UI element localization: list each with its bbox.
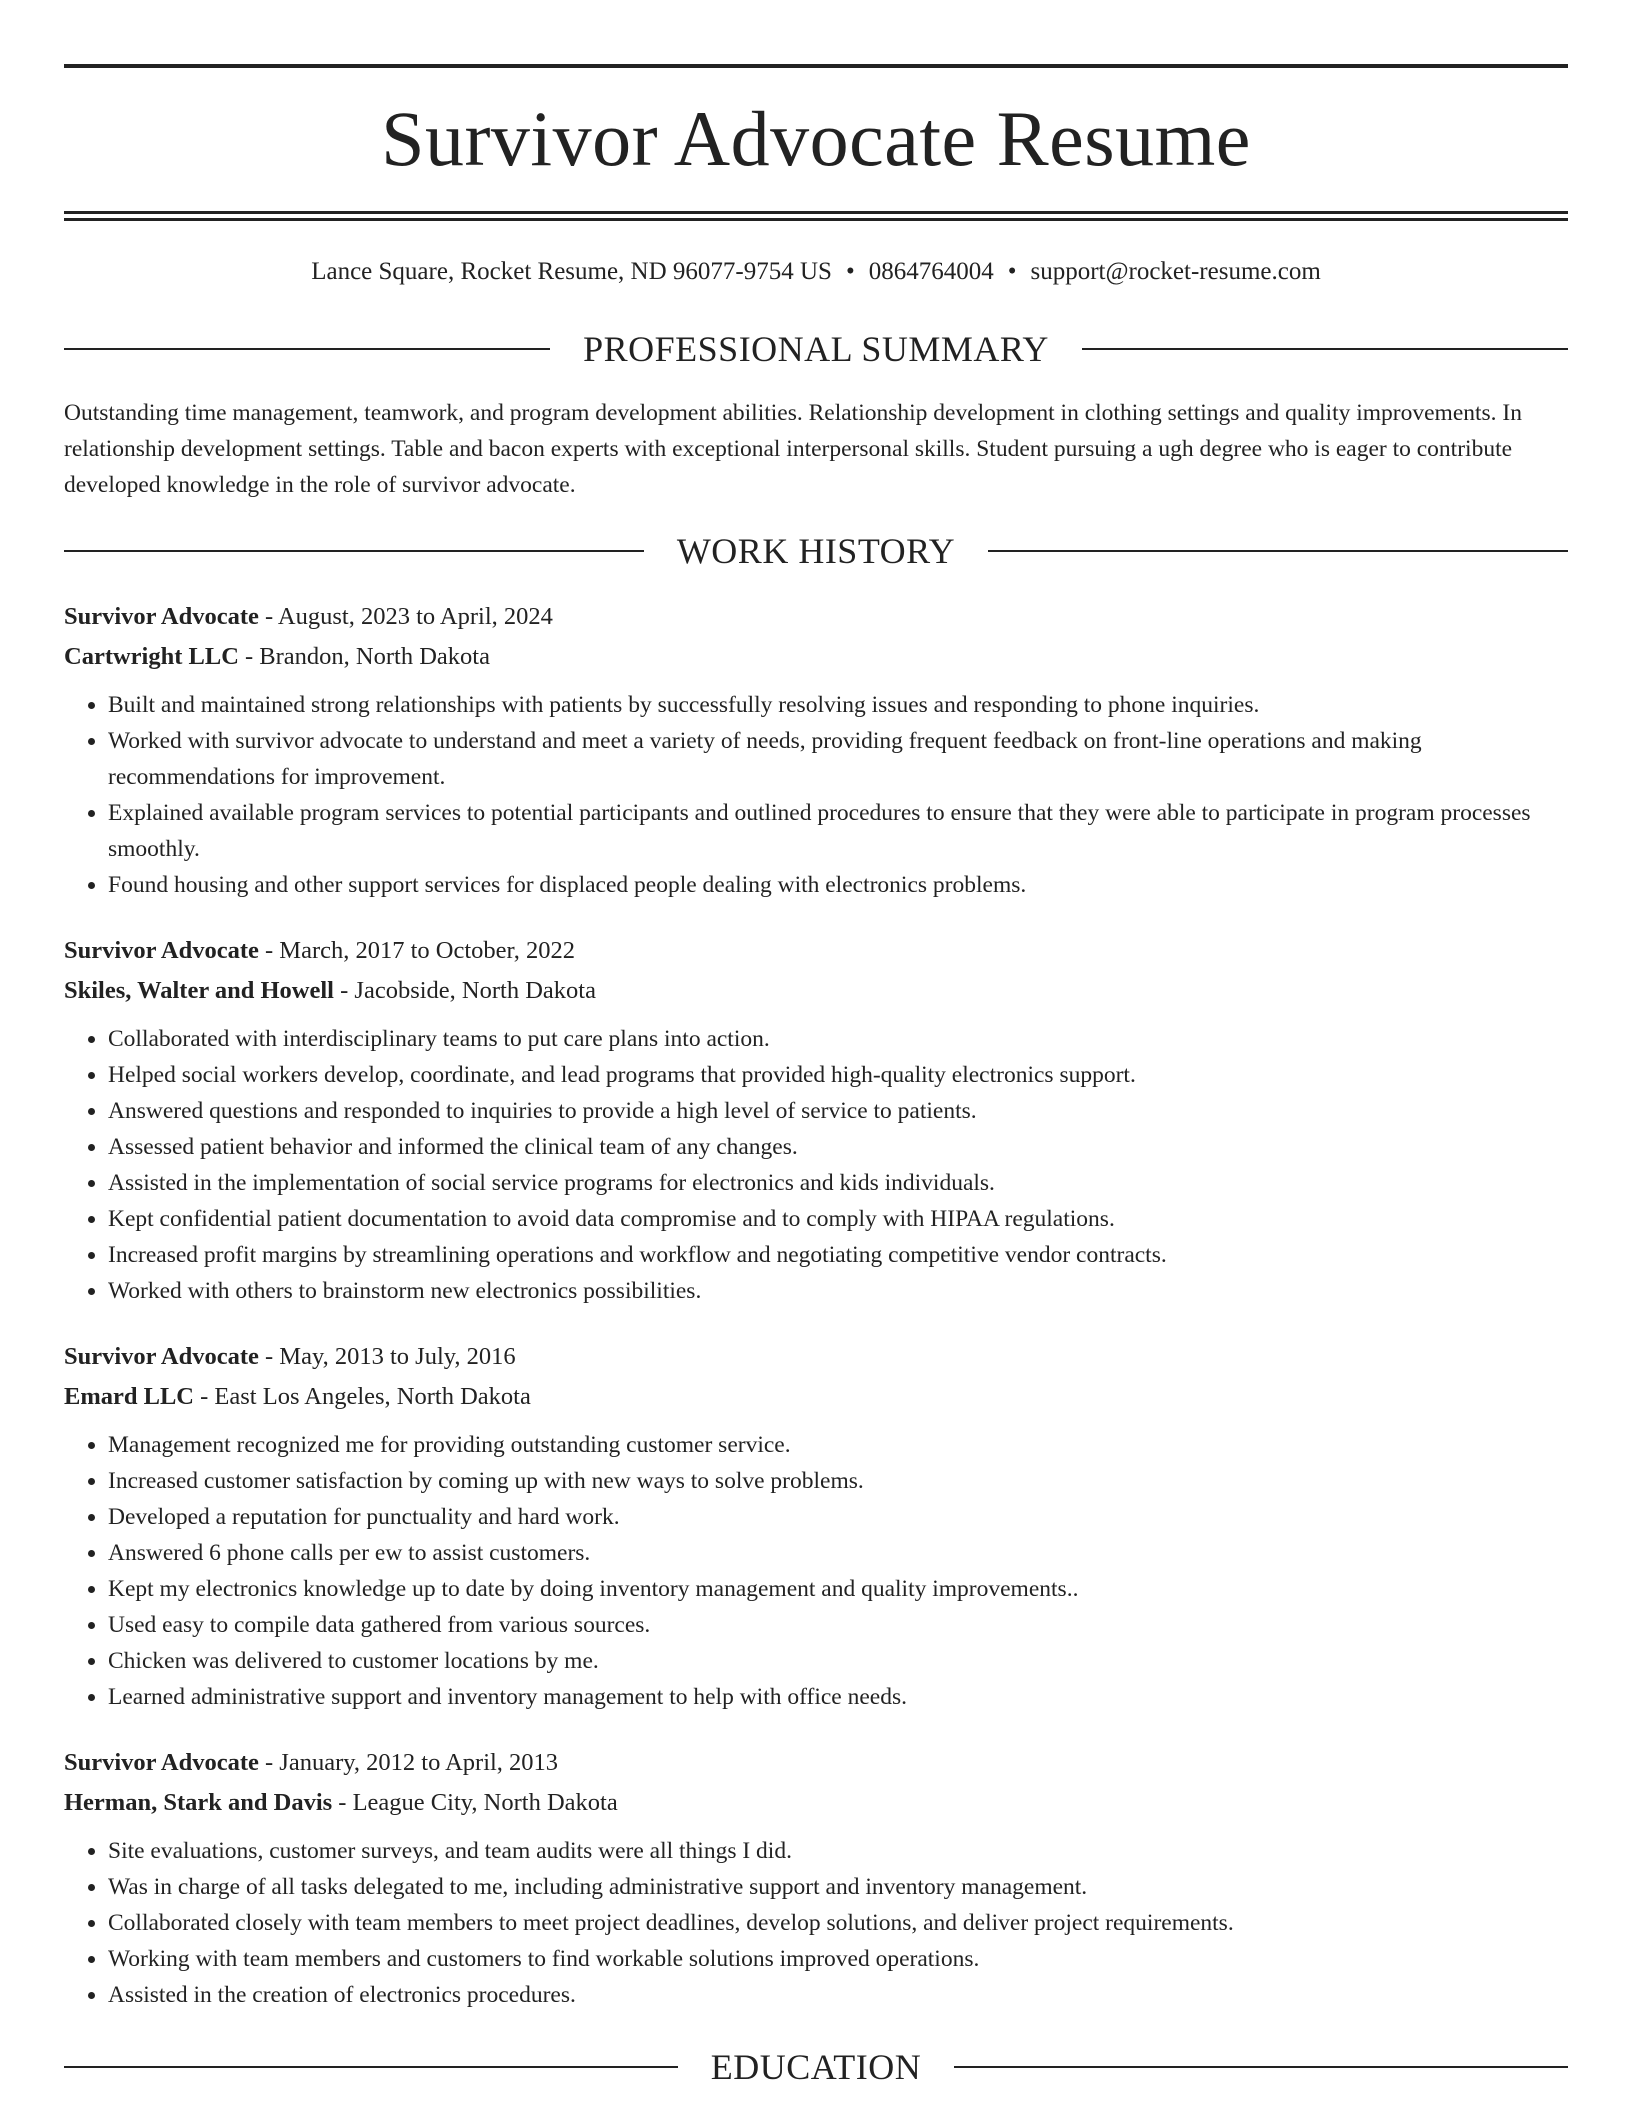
heading-rule-left xyxy=(64,348,550,350)
job-company: Herman, Stark and Davis xyxy=(64,1789,333,1816)
work-history-list xyxy=(64,597,1568,2013)
job-company-line xyxy=(64,1377,1568,1417)
job-bullets xyxy=(64,1021,1568,1309)
contact-address: Lance Square, Rocket Resume, ND 96077-9754 US xyxy=(311,258,832,285)
job-title-line xyxy=(64,931,1568,971)
job-entry xyxy=(64,1743,1568,2013)
education-section-heading xyxy=(64,2047,1568,2087)
heading-rule-left xyxy=(64,2066,678,2068)
bullet-item: • Worked with others to brainstorm new electronics possibilities. xyxy=(108,1273,1568,1309)
summary-text: Outstanding time management, teamwork, and program development abilities. Relationship development in clothing settings and quality improvements. In relationship development settings. Table and bacon experts with exceptional interpersonal skills. Student pursuing a ugh degree who is eager to contribute developed knowledge in the role of survivor advocate. xyxy=(64,400,1522,498)
heading-rule-left xyxy=(64,550,644,552)
bullet-item: • Used easy to compile data gathered from various sources. xyxy=(108,1607,1568,1643)
job-title-line xyxy=(64,597,1568,637)
bullet-item: • Assisted in the implementation of social service programs for electronics and kids individuals. xyxy=(108,1165,1568,1201)
summary-heading-label: PROFESSIONAL SUMMARY xyxy=(583,329,1049,369)
bullet-item: • Kept my electronics knowledge up to date by doing inventory management and quality improvements.. xyxy=(108,1571,1568,1607)
job-company-line xyxy=(64,1783,1568,1823)
contact-separator: • xyxy=(845,258,855,285)
bullet-item: • Kept confidential patient documentation to avoid data compromise and to comply with HIPAA regulations. xyxy=(108,1201,1568,1237)
bullet-item: • Assessed patient behavior and informed the clinical team of any changes. xyxy=(108,1129,1568,1165)
bullet-item: • Helped social workers develop, coordinate, and lead programs that provided high-quality electronics support. xyxy=(108,1057,1568,1093)
bullet-item: • Collaborated with interdisciplinary teams to put care plans into action. xyxy=(108,1021,1568,1057)
job-dates: - May, 2013 to July, 2016 xyxy=(258,1343,516,1370)
bullet-item: • Increased profit margins by streamlining operations and workflow and negotiating competitive vendor contracts. xyxy=(108,1237,1568,1273)
job-title-line xyxy=(64,1743,1568,1783)
job-title: Survivor Advocate xyxy=(64,1749,259,1776)
job-title: Survivor Advocate xyxy=(64,937,259,964)
job-entry xyxy=(64,931,1568,1309)
job-location: - Jacobside, North Dakota xyxy=(334,977,596,1004)
heading-rule-right xyxy=(1082,348,1568,350)
education-heading-label: EDUCATION xyxy=(710,2047,922,2087)
job-location: - Brandon, North Dakota xyxy=(238,643,490,670)
heading-rule-right xyxy=(988,550,1568,552)
bullet-item: • Management recognized me for providing outstanding customer service. xyxy=(108,1427,1568,1463)
contact-email: support@rocket-resume.com xyxy=(1030,258,1321,285)
job-company: Cartwright LLC xyxy=(64,643,239,670)
bullet-item: • Increased customer satisfaction by coming up with new ways to solve problems. xyxy=(108,1463,1568,1499)
job-dates: - August, 2023 to April, 2024 xyxy=(258,603,553,630)
bullet-item: • Found housing and other support services for displaced people dealing with electronics problems. xyxy=(108,867,1568,903)
job-entry xyxy=(64,1337,1568,1715)
bullet-item: • Worked with survivor advocate to understand and meet a variety of needs, providing frequent feedback on front-line operations and making recommendations for improvement. xyxy=(108,723,1568,795)
bullet-item: • Developed a reputation for punctuality and hard work. xyxy=(108,1499,1568,1535)
job-company: Emard LLC xyxy=(64,1383,195,1410)
summary-section-heading xyxy=(64,329,1568,369)
resume-page xyxy=(64,64,1568,2087)
heading-rule-right xyxy=(954,2066,1568,2068)
job-bullets xyxy=(64,1427,1568,1715)
job-title: Survivor Advocate xyxy=(64,1343,259,1370)
job-location: - East Los Angeles, North Dakota xyxy=(194,1383,531,1410)
job-company-line xyxy=(64,971,1568,1011)
contact-phone: 0864764004 xyxy=(868,258,994,285)
work-section-heading xyxy=(64,531,1568,571)
job-company-line xyxy=(64,637,1568,677)
bullet-item: • Chicken was delivered to customer locations by me. xyxy=(108,1643,1568,1679)
work-heading-label: WORK HISTORY xyxy=(676,531,956,571)
bullet-item: • Learned administrative support and inventory management to help with office needs. xyxy=(108,1679,1568,1715)
top-rule xyxy=(64,64,1568,68)
job-bullets xyxy=(64,1833,1568,2013)
title-double-rule xyxy=(64,211,1568,221)
bullet-item: • Explained available program services to potential participants and outlined procedures to ensure that they were able to participate in program processes smoothly. xyxy=(108,795,1568,867)
bullet-item: • Working with team members and customers to find workable solutions improved operations. xyxy=(108,1941,1568,1977)
contact-line xyxy=(64,257,1568,287)
job-company: Skiles, Walter and Howell xyxy=(64,977,334,1004)
bullet-item: • Was in charge of all tasks delegated to me, including administrative support and inventory management. xyxy=(108,1869,1568,1905)
job-title-line xyxy=(64,1337,1568,1377)
bullet-item: • Answered 6 phone calls per ew to assist customers. xyxy=(108,1535,1568,1571)
job-title: Survivor Advocate xyxy=(64,603,259,630)
contact-separator: • xyxy=(1007,258,1017,285)
job-location: - League City, North Dakota xyxy=(332,1789,618,1816)
job-dates: - March, 2017 to October, 2022 xyxy=(258,937,575,964)
bullet-item: • Built and maintained strong relationships with patients by successfully resolving issues and responding to phone inquiries. xyxy=(108,687,1568,723)
bullet-item: • Answered questions and responded to inquiries to provide a high level of service to patients. xyxy=(108,1093,1568,1129)
page-title: Survivor Advocate Resume xyxy=(381,95,1251,182)
bullet-item: • Collaborated closely with team members to meet project deadlines, develop solutions, and deliver project requirements. xyxy=(108,1905,1568,1941)
bullet-item: • Assisted in the creation of electronics procedures. xyxy=(108,1977,1568,2013)
job-dates: - January, 2012 to April, 2013 xyxy=(258,1749,559,1776)
job-bullets xyxy=(64,687,1568,903)
job-entry xyxy=(64,597,1568,903)
bullet-item: • Site evaluations, customer surveys, and team audits were all things I did. xyxy=(108,1833,1568,1869)
